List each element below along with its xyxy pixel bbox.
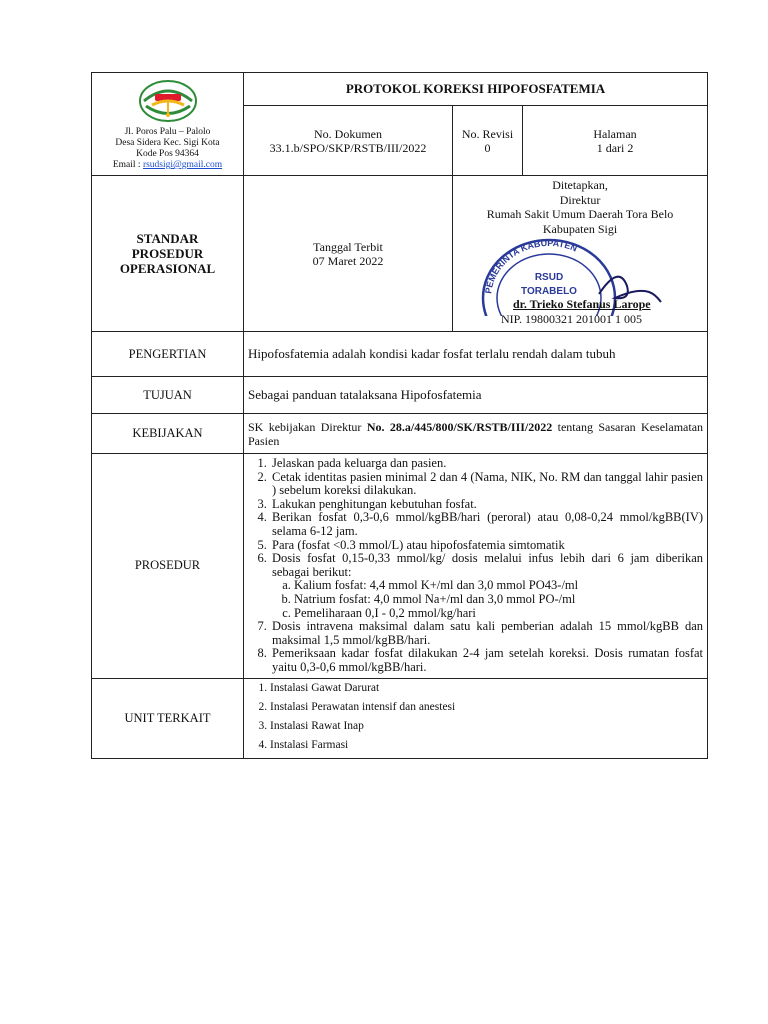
unit-item: 4. Instalasi Farmasi — [270, 736, 703, 755]
approval-line4: Kabupaten Sigi — [542, 221, 618, 236]
hospital-identity-cell — [92, 73, 244, 176]
prosedur-content — [244, 454, 708, 679]
approval-cell — [453, 176, 708, 332]
issue-date-value: 07 Maret 2022 — [312, 253, 384, 268]
address-line3: Kode Pos 94364 — [136, 149, 199, 159]
kebijakan-post: tentang Sasaran Keselamatan Pasien — [248, 419, 704, 448]
spo-label-cell — [92, 176, 244, 332]
document-number-value: 33.1.b/SPO/SKP/RSTB/III/2022 — [269, 140, 427, 155]
kebijakan-number: No. 28.a/445/800/SK/RSTB/III/2022 — [366, 419, 553, 434]
revision-value: 0 — [484, 140, 491, 155]
page-value: 1 dari 2 — [596, 140, 634, 155]
unit-list — [248, 679, 703, 755]
unit-item: 2. Instalasi Perawatan intensif dan anestesi — [270, 698, 703, 717]
address-line2: Desa Sidera Kec. Sigi Kota — [115, 138, 220, 148]
revision-label: No. Revisi — [461, 126, 514, 141]
prosedur-item: 8. Pemeriksaan kadar fosfat dilakukan 2-4 jam setelah koreksi. Dosis rumatan fosfat yaitu 0,3-0,6 mmol/kgBB/hari. — [270, 647, 703, 674]
prosedur-subitem: b. Natrium fosfat: 4,0 mmol Na+/ml dan 3,0 mmol PO-/ml — [294, 593, 703, 607]
prosedur-sublist — [272, 579, 703, 620]
prosedur-subitem: a. Kalium fosfat: 4,4 mmol K+/ml dan 3,0 mmol PO43-/ml — [294, 579, 703, 593]
prosedur-item: 4. Berikan fosfat 0,3-0,6 mmol/kgBB/hari (peroral) atau 0,08-0,24 mmol/kgBB(IV) selama 6-12 jam. — [270, 511, 703, 538]
approval-line3: Rumah Sakit Umum Daerah Tora Belo — [486, 207, 674, 221]
stamp-center-text: RSUD — [534, 272, 564, 283]
issue-date-cell — [244, 176, 453, 332]
prosedur-item-with-subitems — [270, 552, 703, 620]
unit-item: 3. Instalasi Rawat Inap — [270, 717, 703, 736]
email-link[interactable]: rsudsigi@gmail.com — [142, 160, 223, 170]
approval-line1: Ditetapkan, — [552, 178, 608, 192]
spo-document — [91, 72, 707, 759]
unit-terkait-content — [244, 678, 708, 758]
pengertian-label: PENGERTIAN — [92, 332, 244, 377]
prosedur-label: PROSEDUR — [92, 454, 244, 679]
prosedur-item: 1. Jelaskan pada keluarga dan pasien. — [270, 457, 703, 471]
tujuan-text: Sebagai panduan tatalaksana Hipofosfatemia — [244, 377, 708, 414]
address-line1: Jl. Poros Palu – Palolo — [124, 127, 211, 137]
signer-name: dr. Trieko Stefanus Larope — [513, 297, 651, 311]
prosedur-list — [248, 457, 703, 675]
document-title: PROTOKOL KOREKSI HIPOFOSFATEMIA — [244, 73, 708, 106]
prosedur-item: 2. Cetak identitas pasien minimal 2 dan 4 (Nama, NIK, No. RM dan tanggal lahir pasien ) sebelum koreksi dilakukan. — [270, 471, 703, 498]
pengertian-text: Hipofosfatemia adalah kondisi kadar fosfat terlalu rendah dalam tubuh — [244, 332, 708, 377]
revision-cell — [453, 106, 523, 176]
tujuan-label: TUJUAN — [92, 377, 244, 414]
issue-date-label: Tanggal Terbit — [313, 239, 383, 254]
stamp-bottom-text: TORABELO — [521, 286, 577, 297]
page-label: Halaman — [593, 126, 637, 141]
unit-item: 1. Instalasi Gawat Darurat — [270, 679, 703, 698]
prosedur-subitem: c. Pemeliharaan 0,I - 0,2 mmol/kg/hari — [294, 607, 703, 621]
stamp-arc-text: PEMERINTA KABUPATEN — [483, 237, 579, 295]
signer-nip: NIP. 19800321 201001 1 005 — [501, 312, 643, 326]
spo-label-line3: OPERASIONAL — [119, 261, 216, 276]
email-label: Email : — [112, 160, 141, 170]
kebijakan-label: KEBIJAKAN — [92, 414, 244, 454]
kebijakan-pre: SK kebijakan Direktur — [248, 419, 367, 434]
document-number-cell — [244, 106, 453, 176]
prosedur-item-text: Dosis fosfat 0,15-0,33 mmol/kg/ dosis melalui infus lebih dari 6 jam diberikan sebagai berikut: — [272, 551, 704, 579]
unit-terkait-label: UNIT TERKAIT — [92, 678, 244, 758]
hospital-logo-icon — [138, 79, 198, 123]
spo-table — [91, 72, 708, 759]
approval-line2: Direktur — [559, 192, 601, 207]
document-number-label: No. Dokumen — [314, 126, 382, 141]
page-cell — [523, 106, 708, 176]
kebijakan-text — [244, 414, 708, 454]
prosedur-item: 3. Lakukan penghitungan kebutuhan fosfat. — [270, 498, 703, 512]
prosedur-item: 7. Dosis intravena maksimal dalam satu kali pemberian adalah 15 mmol/kgBB dan maksimal 1,5 mmol/kgBB/hari. — [270, 620, 703, 647]
spo-label-line1: STANDAR — [136, 231, 199, 246]
prosedur-item: 5. Para (fosfat <0.3 mmol/L) atau hipofosfatemia simtomatik — [270, 539, 703, 553]
spo-label-line2: PROSEDUR — [131, 246, 204, 261]
email-line — [94, 160, 241, 171]
